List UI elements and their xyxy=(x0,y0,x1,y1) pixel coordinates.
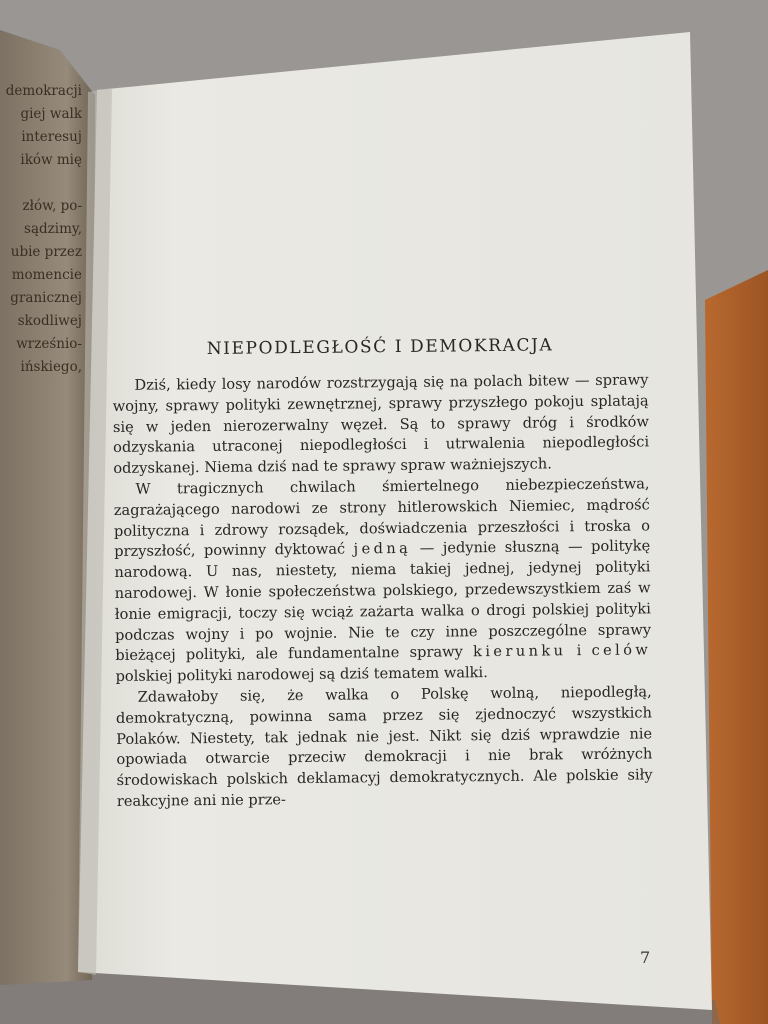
paragraph-text: Zdawałoby się, że walka o Polskę wolną, niepodległą, demokratyczną, powinna sama przez się zjednoczyć wszystkich Polaków. Niestety, tak jednak nie jest. Nikt się dziś wprawdzie nie opowiada otwarcie przeciw demokracji i nie brak wróżnych środowiskach polskich deklamacyj demokratycznych. Ale polskie siły reakcyjne ani nie prze- xyxy=(115,683,653,810)
left-page-line: złów, po- xyxy=(22,198,82,214)
left-page-line: granicznej xyxy=(10,290,82,306)
left-page-line: wrześnio- xyxy=(16,336,82,352)
left-page-line: giej walk xyxy=(20,106,82,122)
paragraph xyxy=(112,370,649,480)
chapter-heading: NIEPODLEGŁOŚĆ I DEMOKRACJA xyxy=(206,335,554,360)
left-page-line: interesuj xyxy=(21,129,82,145)
paragraph xyxy=(113,474,651,688)
paragraph xyxy=(116,682,653,812)
emphasized-text: jedną xyxy=(353,540,412,558)
paragraph-text: polskiej polityki narodowej są dziś tematem walki. xyxy=(115,664,488,686)
right-page-text xyxy=(112,334,653,812)
paragraph-text: Dziś, kiedy losy narodów rozstrzygają się na polach bitew — sprawy wojny, sprawy polityki zewnętrznej, sprawy przyszłego pokoju splatają się w jeden nierozerwalny węzeł. Są to sprawy dróg i środków odzyskania utraconej niepodległości i utrwalenia niepodległości odzyskanej. Niema dziś nad te sprawy spraw ważniejszych. xyxy=(112,371,650,478)
left-page-line: momencie xyxy=(11,267,82,283)
left-page-line xyxy=(2,172,82,195)
left-page-line: ubie przez xyxy=(10,244,82,260)
emphasized-text: kierunku xyxy=(472,642,567,661)
page-number: 7 xyxy=(640,948,651,967)
left-page-line: ińskiego, xyxy=(20,359,82,375)
left-page-line: ików mię xyxy=(20,152,82,168)
paragraph-text: — jedynie słuszną — politykę narodową. U nas, niestety, niema takiej jednej, jedynej polityki narodowej. W łonie społeczeństwa polskiego, przedewszystkiem zaś w łonie emigracji, toczy się wciąż zażarta walka o drogi polskiej polityki podczas wojny i po wojnie. Nie te czy inne poszczególne sprawy bieżącej polityki, ale fundamentalne sprawy xyxy=(114,537,652,665)
emphasized-text: celów xyxy=(591,641,652,660)
left-page-text xyxy=(2,80,82,379)
left-page-line: sądzimy, xyxy=(24,221,82,237)
left-page-line: demokracji xyxy=(5,83,82,99)
paragraph-text: W tragicznych chwilach śmiertelnego niebezpieczeństwa, zagrażającego narodowi ze strony hitlerowskich Niemiec, mądrość polityczna i zdrowy rozsądek, doświadczenia przeszłości i troska o przyszłość, powinny dyktować xyxy=(113,475,651,561)
paragraph-text: i xyxy=(566,642,592,660)
body-text xyxy=(112,370,653,812)
left-page-line: skodliwej xyxy=(17,313,82,329)
wooden-table-edge xyxy=(705,270,768,1024)
